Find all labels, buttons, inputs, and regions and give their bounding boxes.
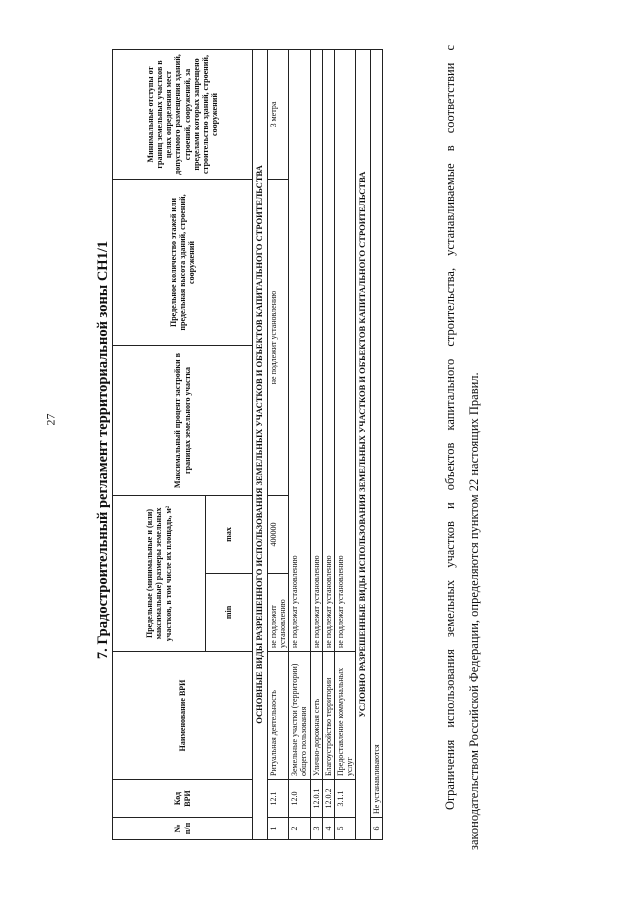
page-number: 27: [43, 413, 58, 426]
header-size-max: max: [206, 496, 253, 574]
table-row: [310, 50, 322, 840]
header-name: Наименование ВРИ: [113, 652, 253, 780]
row-text: Не устанавливаются: [371, 50, 383, 818]
document-title: 7. Градостроительный регламент территориальной зоны СН1/1: [95, 240, 111, 660]
row-code: 12.0: [289, 780, 310, 818]
header-percent: Максимальный процент застройки в границах земельного участка: [113, 346, 253, 496]
row-code: 12.0.1: [310, 780, 322, 818]
row-indent: 3 метра: [267, 50, 288, 180]
row-code: 12.0.2: [322, 780, 334, 818]
table-row: [334, 50, 355, 840]
row-code: 3.1.1: [334, 780, 355, 818]
row-name: Земельные участки (территории) общего пользования: [289, 652, 310, 780]
row-name: Благоустройство территории: [322, 652, 334, 780]
section-row-main: [253, 50, 268, 840]
section-row-conditional: [356, 50, 371, 840]
row-num: 6: [371, 818, 383, 840]
table-row: [267, 50, 288, 840]
row-code: 12.1: [267, 780, 288, 818]
row-percent-floors: не подлежит установлению: [267, 180, 288, 496]
header-size-min: min: [206, 574, 253, 652]
row-merged-value: не подлежат установлению: [289, 50, 310, 652]
header-indent: Минимальные отступы от границ земельных участков в целях определения мест допустимого размещения зданий, строений, сооружений, за пределами которых запрещено строительство зданий, строений, сооружений: [113, 50, 253, 180]
row-merged-value: не подлежат установлению: [334, 50, 355, 652]
restrictions-note: Ограничения использования земельных участков и объектов капитального строительства, устанавливаемые в соответствии с законодательством Российской Федерации, определяются пунктом 22 настоящих Правил.: [442, 45, 481, 850]
table-header-row: [113, 50, 206, 840]
regulation-table: [112, 49, 383, 840]
row-max: 400000: [267, 496, 288, 574]
header-floors: Предельное количество этажей или предельная высота зданий, строений, сооружений: [113, 180, 253, 346]
section-conditional-title: УСЛОВНО РАЗРЕШЕННЫЕ ВИДЫ ИСПОЛЬЗОВАНИЯ ЗЕМЕЛЬНЫХ УЧАСТКОВ И ОБЪЕКТОВ КАПИТАЛЬНОГО СТРОИТЕЛЬСТВА: [356, 50, 371, 840]
table-row: [322, 50, 334, 840]
row-num: 4: [322, 818, 334, 840]
row-num: 5: [334, 818, 355, 840]
row-name: Улично-дорожная сеть: [310, 652, 322, 780]
row-merged-value: не подлежат установлению: [310, 50, 322, 652]
header-num: № п/п: [113, 818, 253, 840]
header-size: Предельные (минимальные и (или) максимальные) размеры земельных участков, в том числе их площадь, м²: [113, 496, 206, 652]
row-name: Ритуальная деятельность: [267, 652, 288, 780]
row-min: не подлежит установлению: [267, 574, 288, 652]
table-row: [371, 50, 383, 840]
row-num: 3: [310, 818, 322, 840]
rotated-page-content: [95, 40, 525, 850]
section-main-title: ОСНОВНЫЕ ВИДЫ РАЗРЕШЕННОГО ИСПОЛЬЗОВАНИЯ ЗЕМЕЛЬНЫХ УЧАСТКОВ И ОБЪЕКТОВ КАПИТАЛЬНОГО СТРОИТЕЛЬСТВА: [253, 50, 268, 840]
row-name: Предоставление коммунальных услуг: [334, 652, 355, 780]
row-num: 1: [267, 818, 288, 840]
table-row: [289, 50, 310, 840]
header-code: Код ВРИ: [113, 780, 253, 818]
row-num: 2: [289, 818, 310, 840]
row-merged-value: не подлежат установлению: [322, 50, 334, 652]
